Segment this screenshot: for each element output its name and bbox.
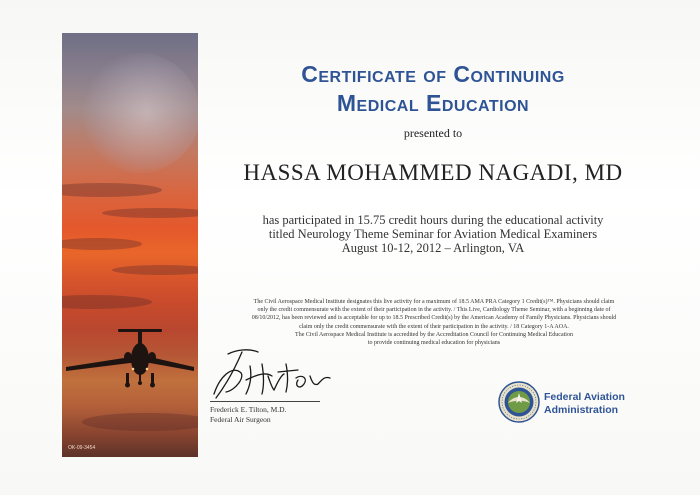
signature-line [210,401,320,402]
fine-print-line: The Civil Aerospace Medical Institute designates this live activity for a maximum of 18.5 AMA PRA Category 1 Credit(s)™. Physicians should claim [253,299,615,305]
moon-glow [80,53,198,173]
accreditation-statement [204,298,664,347]
recipient-name: HASSA MOHAMMED NAGADI, MD [243,160,623,185]
photo-code: OK-09-3454 [68,445,96,451]
signer-block [210,405,286,425]
agency-name [544,391,625,416]
certificate-title-line1: Certificate of Continuing [301,61,565,87]
fine-print-line: to provide continuing medical education for physicians [367,340,501,347]
faa-seal-icon [498,381,540,423]
activity-line: titled Neurology Theme Seminar for Aviation Medical Examiners [268,227,598,241]
sunset-airplane-photo [62,33,198,457]
fine-print-line: The Civil Aerospace Medical Institute is accredited by the Accreditation Council for Continuing Medical Education [295,331,573,338]
certificate-title-line2: Medical Education [336,90,530,116]
activity-description [198,213,668,255]
fine-print-line: only the credit commensurate with the extent of their participation in the activity. / This Live, Cardiology Theme Seminar, with a beginning date of [257,307,611,314]
signer-title: Federal Air Surgeon [210,415,271,424]
activity-line: has participated in 15.75 credit hours during the educational activity [262,213,604,227]
activity-line: August 10-12, 2012 – Arlington, VA [341,241,525,255]
fine-print-line: claim only the credit commensurate with the extent of their participation in the activity. / 18 Category 1-A AOA. [299,323,569,330]
agency-line1: Federal Aviation [544,391,625,403]
fine-print-line: 08/10/2012, has been reviewed and is acceptable for up to 18.5 Prescribed Credit(s) by the American Academy of Family Physicians. Physicians should [251,315,617,322]
agency-line2: Administration [544,403,619,416]
signature-icon [206,346,346,404]
presented-to-label: presented to [403,126,463,140]
airplane-silhouette-icon [66,323,194,393]
signer-name: Frederick E. Tilton, M.D. [210,405,287,414]
